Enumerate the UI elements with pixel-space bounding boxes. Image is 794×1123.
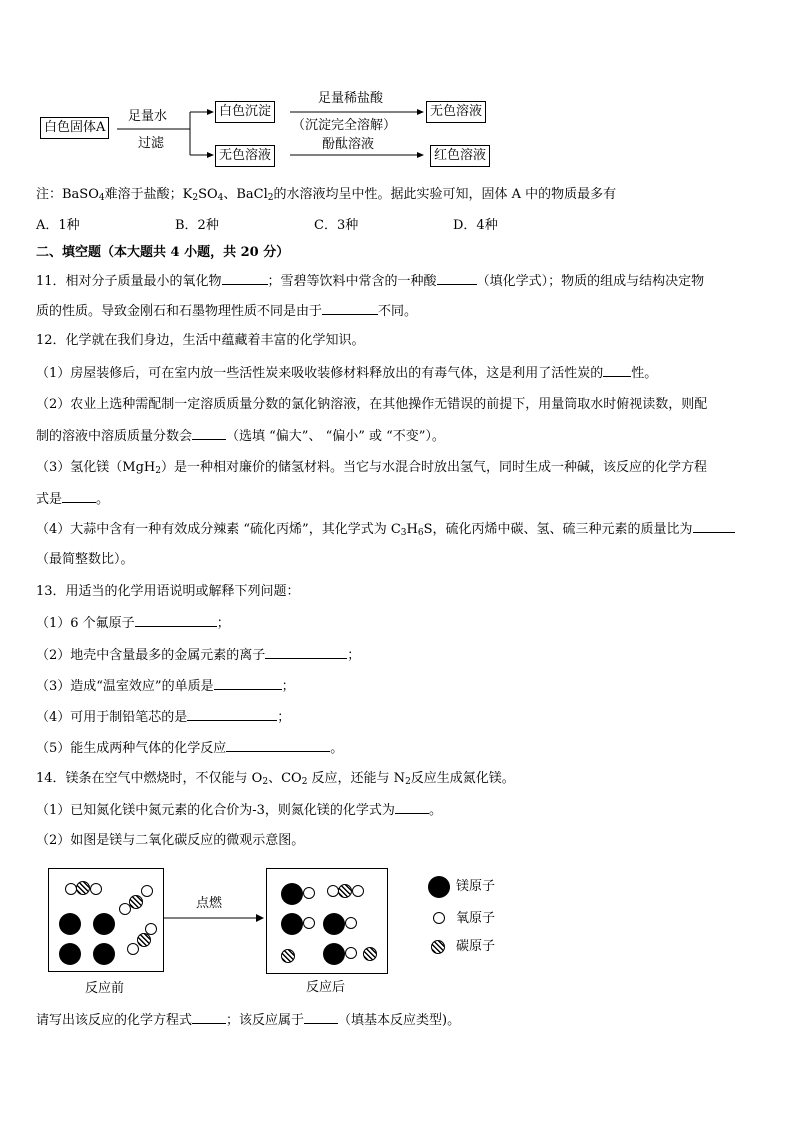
q12-part1: （1）房屋装修后，可在室内放一些活性炭来吸收装修材料释放出的有毒气体，这是利用了活性炭的 性。 xyxy=(36,366,658,381)
oxygen-atom xyxy=(352,885,364,897)
oxygen-atom xyxy=(127,943,139,955)
oxygen-atom xyxy=(303,887,315,899)
flow-result-bottom-box: 红色溶液 xyxy=(430,145,490,167)
q14-final: 请写出该反应的化学方程式 ；该反应属于 （填基本反应类型)。 xyxy=(36,1013,461,1028)
oxygen-atom xyxy=(90,883,102,895)
q13-item3: （3）造成“温室效应”的单质是 ； xyxy=(36,679,295,694)
magnesium-atom xyxy=(323,943,345,965)
q11-line1: 11．相对分子质量最小的氧化物 ；雪碧等饮料中常含的一种酸 （填化学式）；物质的组成与结构决定物 xyxy=(36,274,705,289)
carbon-atom xyxy=(76,881,90,895)
legend-carbon-icon xyxy=(431,940,445,954)
q13-item5: （5）能生成两种气体的化学反应 。 xyxy=(36,741,344,756)
reaction-arrow-label: 点燃 xyxy=(196,896,223,911)
legend-magnesium-icon xyxy=(428,876,450,898)
carbon-atom xyxy=(129,895,143,909)
legend-carbon-label: 碳原子 xyxy=(456,939,496,954)
flow-reagent-top: 足量稀盐酸 xyxy=(318,91,384,106)
flow-solution-box: 无色溶液 xyxy=(215,145,275,167)
option-b: B．2种 xyxy=(175,218,219,233)
legend-magnesium-label: 镁原子 xyxy=(456,879,496,894)
option-c: C．3种 xyxy=(314,218,359,233)
q12-part3-line2: 式是 。 xyxy=(36,492,110,507)
magnesium-atom xyxy=(93,943,115,965)
option-a: A．1种 xyxy=(36,218,80,233)
q13-item2: （2）地壳中含量最多的金属元素的离子 ； xyxy=(36,648,361,663)
magnesium-atom xyxy=(281,913,303,935)
before-label: 反应前 xyxy=(85,981,125,996)
magnesium-atom xyxy=(59,913,81,935)
oxygen-atom xyxy=(141,885,153,897)
q12-part2-line2: 制的溶液中溶质质量分数会 （选填 “偏大”、 “偏小” 或 “不变”）。 xyxy=(36,429,445,444)
carbon-atom xyxy=(281,949,295,963)
q12-part4-line1: （4）大蒜中含有一种有效成分辣素 “硫化丙烯”，其化学式为 $C_3H_6S$，硫化丙烯中碳、氢、硫三种元素的质量比为 xyxy=(36,520,735,542)
carbon-atom xyxy=(137,933,151,947)
note-line: 注：BaSO$_4$难溶于盐酸；$K_2SO_4$、BaCl$_2$的水溶液均呈中性。据此实验可知，固体 A 中的物质最多有 xyxy=(36,187,617,203)
flow-arrows xyxy=(0,0,794,180)
q12-part4-line2: （最简整数比）。 xyxy=(36,552,134,567)
flow-reagent-top-note: （沉淀完全溶解） xyxy=(292,118,397,133)
carbon-atom xyxy=(363,947,377,961)
section-title: 二、填空题（本大题共 4 小题，共 20 分） xyxy=(36,245,290,260)
q11-line2: 质的性质。导致金刚石和石墨物理性质不同是由于 不同。 xyxy=(36,304,418,319)
oxygen-atom xyxy=(345,947,357,959)
q14-part1: （1）已知氮化镁中氮元素的化合价为-3，则氮化镁的化学式为 。 xyxy=(36,803,442,818)
magnesium-atom xyxy=(59,943,81,965)
oxygen-atom xyxy=(345,917,357,929)
flow-arrow1-bottom: 过滤 xyxy=(138,136,165,151)
legend-oxygen-label: 氧原子 xyxy=(456,911,496,926)
flow-arrow1-top: 足量水 xyxy=(128,109,168,124)
flow-start-box: 白色固体A xyxy=(40,117,109,139)
after-frame xyxy=(266,868,388,974)
flow-precipitate-box: 白色沉淀 xyxy=(215,101,275,123)
q12-title: 12．化学就在我们身边，生活中蕴藏着丰富的化学知识。 xyxy=(36,333,365,348)
after-label: 反应后 xyxy=(306,980,346,995)
q12-part2-line1: （2）农业上选种需配制一定溶质质量分数的氯化钠溶液，在其他操作无错误的前提下，用量筒取水时俯视读数，则配 xyxy=(36,397,708,412)
flow-result-top-box: 无色溶液 xyxy=(426,101,486,123)
magnesium-atom xyxy=(93,913,115,935)
q13-item4: （4）可用于制铅笔芯的是 ； xyxy=(36,710,291,725)
q13-item1: （1）6 个氟原子 ； xyxy=(36,616,230,631)
magnesium-atom xyxy=(281,883,303,905)
carbon-atom xyxy=(338,884,352,898)
legend-oxygen-icon xyxy=(433,912,445,924)
q12-part3-line1: （3）氢化镁（MgH$_2$）是一种相对廉价的储氢材料。当它与水混合时放出氢气，同时生成一种碱，该反应的化学方程 xyxy=(36,460,707,476)
q14-title: 14．镁条在空气中燃烧时，不仅能与 $O_2$、$CO_2$ 反应，还能与 $N_2$反应生成氮化镁。 xyxy=(36,771,515,787)
q13-title: 13．用适当的化学用语说明或解释下列问题： xyxy=(36,584,300,599)
option-d: D．4种 xyxy=(453,218,498,233)
q14-part2: （2）如图是镁与二氧化碳反应的微观示意图。 xyxy=(36,833,305,848)
before-frame xyxy=(48,868,164,972)
oxygen-atom xyxy=(303,917,315,929)
reaction-arrow xyxy=(164,912,266,924)
flow-reagent-bottom: 酚酞溶液 xyxy=(322,137,375,152)
magnesium-atom xyxy=(323,913,345,935)
